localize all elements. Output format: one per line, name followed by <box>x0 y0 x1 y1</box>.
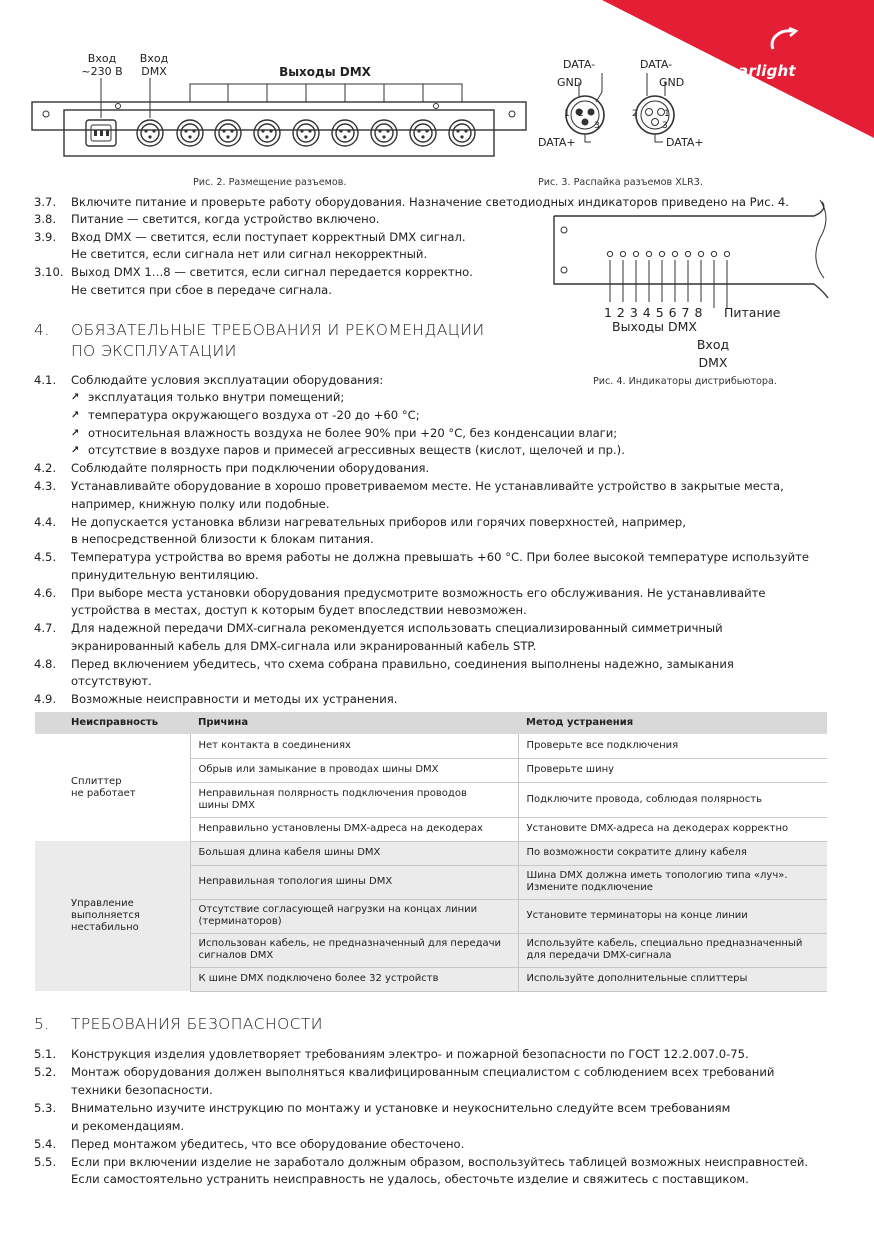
item-number: 5.4. <box>34 1137 57 1151</box>
fig3-gnd-left: GND <box>557 76 583 89</box>
item-number: 4.1. <box>34 373 57 387</box>
item-text: Внимательно изучите инструкцию по монтажу и установке и неукоснительно следуйте всем требованиям <box>71 1101 731 1115</box>
item-text: Конструкция изделия удовлетворяет требованиям электро- и пожарной безопасности по ГОСТ 12.2.007.0-75. <box>71 1047 749 1061</box>
section-4-title-line1: ОБЯЗАТЕЛЬНЫЕ ТРЕБОВАНИЯ И РЕКОМЕНДАЦИИ <box>71 321 485 339</box>
item-number: 3.10. <box>34 265 64 279</box>
symptom-cell: Сплиттер не работает <box>35 734 190 841</box>
item-number: 4.8. <box>34 657 57 671</box>
item-text: Соблюдайте условия эксплуатации оборудования: <box>71 373 384 387</box>
cause-cell: Неправильно установлены DMX-адреса на декодерах <box>190 817 518 841</box>
item-text: Соблюдайте полярность при подключении оборудования. <box>71 461 430 475</box>
fig3-pin-3-left: 3 <box>594 121 600 131</box>
cause-cell: Обрыв или замыкание в проводах шины DMX <box>190 758 518 782</box>
fig4-caption: Рис. 4. Индикаторы дистрибьютора. <box>593 376 777 387</box>
fig2-device-drawing <box>30 78 530 164</box>
item-number: 3.9. <box>34 230 57 244</box>
arrow-bullet-icon: ↗ <box>71 445 80 456</box>
bullet-text: отсутствие в воздухе паров и примесей агрессивных веществ (кислот, щелочей и пр.). <box>88 443 625 457</box>
cause-cell: Неправильная полярность подключения проводов шины DMX <box>190 782 518 817</box>
item-number: 5.3. <box>34 1101 57 1115</box>
symptom-cell: Управление выполняется нестабильно <box>35 841 190 991</box>
item-text: Не светится, если сигнала нет или сигнал некорректный. <box>71 247 428 261</box>
arrow-bullet-icon: ↗ <box>71 392 80 403</box>
item-text: Если самостоятельно устранить неисправность не удалось, обесточьте изделие и свяжитесь с поставщиком. <box>71 1172 749 1186</box>
cause-cell: Большая длина кабеля шины DMX <box>190 841 518 865</box>
table-header: Метод устранения <box>518 712 827 734</box>
item-text: Для надежной передачи DMX-сигнала рекомендуется использовать специализированный симметричный <box>71 621 723 635</box>
fix-cell: Установите терминаторы на конце линии <box>518 899 827 933</box>
fig3-pin-2-left: 2 <box>578 109 584 119</box>
fix-cell: Проверьте все подключения <box>518 734 827 758</box>
fig4-dmx-in-label: Вход DMX <box>696 337 730 370</box>
cause-cell: Нет контакта в соединениях <box>190 734 518 758</box>
cause-cell: К шине DMX подключено более 32 устройств <box>190 967 518 991</box>
item-text: Устанавливайте оборудование в хорошо проветриваемом месте. Не устанавливайте устройство в закрытые места, <box>71 479 784 493</box>
logo-swirl-icon <box>765 27 805 57</box>
fix-cell: Установите DMX-адреса на декодерах корректно <box>518 817 827 841</box>
fig2-label-power: Вход ~230 В <box>81 52 123 78</box>
fix-cell: Проверьте шину <box>518 758 827 782</box>
item-number: 3.8. <box>34 212 57 226</box>
fig4-channel-numbers: 1 2 3 4 5 6 7 8 <box>604 305 703 320</box>
item-number: 4.7. <box>34 621 57 635</box>
item-number: 3.7. <box>34 195 57 209</box>
item-number: 5.2. <box>34 1065 57 1079</box>
fig3-pin-1-left: 1 <box>564 109 570 119</box>
cause-cell: Отсутствие согласующей нагрузки на концах линии (терминаторов) <box>190 899 518 933</box>
cause-cell: Неправильная топология шины DMX <box>190 865 518 899</box>
item-text: отсутствуют. <box>71 674 152 688</box>
table-header: Неисправность <box>35 712 190 734</box>
item-text: Питание — светится, когда устройство включено. <box>71 212 380 226</box>
item-text: и рекомендациям. <box>71 1119 185 1133</box>
bullet-text: относительная влажность воздуха не более 90% при +20 °C, без конденсации влаги; <box>88 426 618 440</box>
bullet-text: температура окружающего воздуха от -20 до +60 °C; <box>88 408 420 422</box>
fig3-data-minus-left: DATA- <box>563 58 596 71</box>
fig4-power-label: Питание <box>724 305 781 320</box>
item-number: 4.3. <box>34 479 57 493</box>
fig4-indicator-drawing <box>552 198 832 308</box>
item-number: 5.5. <box>34 1155 57 1169</box>
item-text: Возможные неисправности и методы их устранения. <box>71 692 398 706</box>
fig3-data-minus-right: DATA- <box>640 58 673 71</box>
fig2-caption: Рис. 2. Размещение разъемов. <box>193 177 347 188</box>
fix-cell: Шина DMX должна иметь топологию типа «луч». Измените подключение <box>518 865 827 899</box>
fig2-label-dmx-in: Вход DMX <box>139 52 169 78</box>
item-text: экранированный кабель для DMX-сигнала или экранированный кабель STP. <box>71 639 537 653</box>
item-number: 4.2. <box>34 461 57 475</box>
item-text: Не допускается установка вблизи нагревательных приборов или горячих поверхностей, например, <box>71 515 686 529</box>
arrow-bullet-icon: ↗ <box>71 428 80 439</box>
item-text: Монтаж оборудования должен выполняться квалифицированным специалистом с соблюдением всех требований <box>71 1065 775 1079</box>
fig3-data-plus-right: DATA+ <box>666 136 704 149</box>
cause-cell: Использован кабель, не предназначенный для передачи сигналов DMX <box>190 933 518 967</box>
faults-table <box>35 712 827 992</box>
item-number: 5.1. <box>34 1047 57 1061</box>
item-number: 4.6. <box>34 586 57 600</box>
fig3-caption: Рис. 3. Распайка разъемов XLR3. <box>538 177 703 188</box>
item-text: например, книжную полку или подобные. <box>71 497 330 511</box>
fix-cell: Подключите провода, соблюдая полярность <box>518 782 827 817</box>
fig3-pin-1-right: 1 <box>664 109 670 119</box>
arrow-bullet-icon: ↗ <box>71 410 80 421</box>
item-number: 4.4. <box>34 515 57 529</box>
item-text: Перед монтажом убедитесь, что все оборудование обесточено. <box>71 1137 465 1151</box>
item-text: Перед включением убедитесь, что схема собрана правильно, соединения выполнены надежно, замыкания <box>71 657 734 671</box>
item-text: техники безопасности. <box>71 1083 213 1097</box>
item-text: Выход DMX 1…8 — светится, если сигнал передается корректно. <box>71 265 473 279</box>
fig4-outputs-label: Выходы DMX <box>612 319 697 334</box>
fix-cell: Используйте дополнительные сплиттеры <box>518 967 827 991</box>
item-text: Не светится при сбое в передаче сигнала. <box>71 283 332 297</box>
table-header: Причина <box>190 712 518 734</box>
item-text: принудительную вентиляцию. <box>71 568 259 582</box>
table-header-row <box>35 712 827 734</box>
item-text: устройства в местах, доступ к которым будет впоследствии невозможен. <box>71 603 527 617</box>
fig2-label-outputs: Выходы DMX <box>279 65 371 79</box>
item-number: 4.9. <box>34 692 57 706</box>
item-text: в непосредственной близости к блокам питания. <box>71 532 374 546</box>
fix-cell: По возможности сократите длину кабеля <box>518 841 827 865</box>
item-text: Температура устройства во время работы не должна превышать +60 °C. При более высокой температуре используйте <box>71 550 810 564</box>
section-5-title: ТРЕБОВАНИЯ БЕЗОПАСНОСТИ <box>71 1015 323 1033</box>
item-text: При выборе места установки оборудования предусмотрите возможность его обслуживания. Не устанавливайте <box>71 586 766 600</box>
fig3-pin-3-right: 3 <box>662 121 668 131</box>
item-text: Вход DMX — светится, если поступает корректный DMX сигнал. <box>71 230 466 244</box>
table-row <box>35 734 827 758</box>
fix-cell: Используйте кабель, специально предназначенный для передачи DMX-сигнала <box>518 933 827 967</box>
item-text: Включите питание и проверьте работу оборудования. Назначение светодиодных индикаторов приведено на Рис. 4. <box>71 195 789 209</box>
fig3-gnd-right: GND <box>659 76 685 89</box>
fig3-data-plus-left: DATA+ <box>538 136 576 149</box>
fig3-pin-2-right: 2 <box>632 109 638 119</box>
table-row <box>35 841 827 865</box>
section-4-number: 4. <box>34 321 50 339</box>
item-number: 4.5. <box>34 550 57 564</box>
bullet-text: эксплуатация только внутри помещений; <box>88 390 345 404</box>
section-5-number: 5. <box>34 1015 50 1033</box>
brand-logo: arlight <box>738 62 796 80</box>
item-text: Если при включении изделие не заработало должным образом, воспользуйтесь таблицей возможных неисправностей. <box>71 1155 809 1169</box>
section-4-title-line2: ПО ЭКСПЛУАТАЦИИ <box>71 342 237 360</box>
